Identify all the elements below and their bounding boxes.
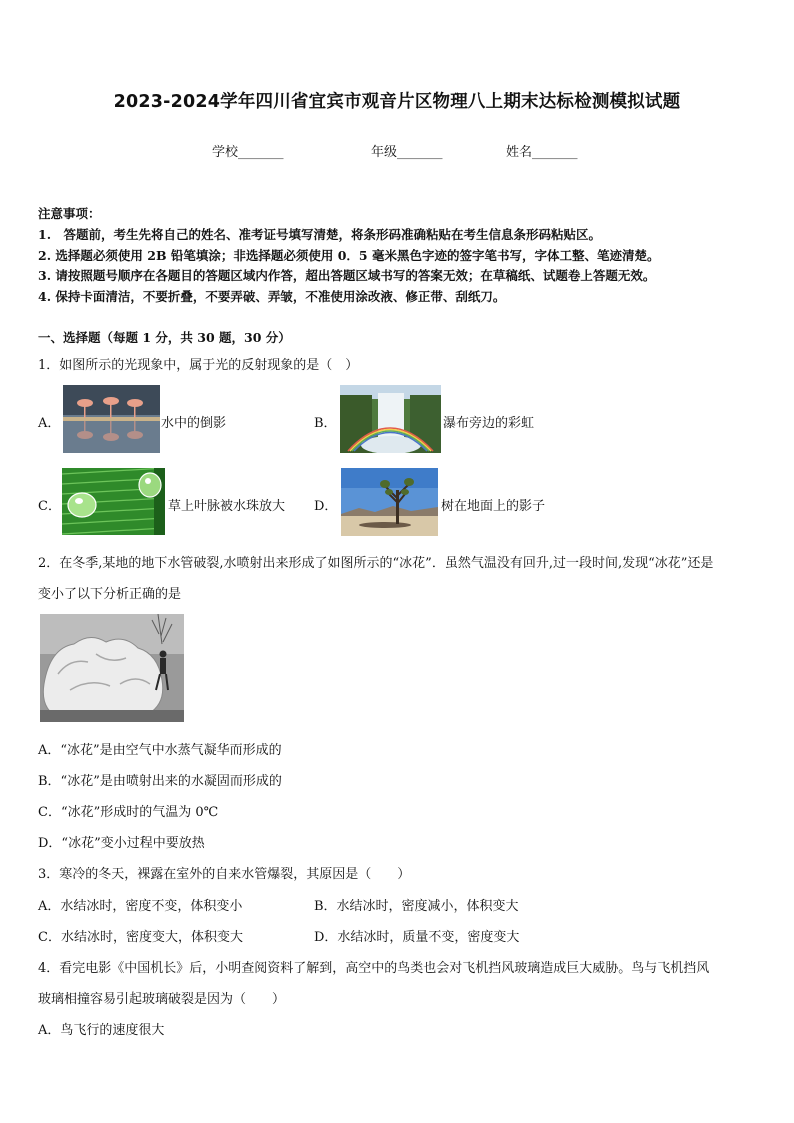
school-field: 学校_______	[212, 145, 284, 160]
notice-item-2: 2. 选择题必须使用 2B 铅笔填涂；非选择题必须使用 0．5 毫米黑色字迹的签字笔书写，字体工整、笔迹清楚。	[38, 248, 660, 263]
q3-option-c: C．水结冰时，密度变大，体积变大	[38, 930, 243, 945]
notice-item-4: 4. 保持卡面清洁，不要折叠，不要弄破、弄皱，不准使用涂改液、修正带、刮纸刀。	[38, 289, 506, 304]
q3-option-b: B．水结冰时，密度减小，体积变大	[314, 899, 519, 914]
tree-shadow-image	[341, 468, 438, 536]
waterfall-rainbow-image	[340, 385, 441, 453]
grade-field: 年级_______	[371, 145, 443, 160]
q2-stem-line1: 2．在冬季,某地的地下水管破裂,水喷射出来形成了如图所示的“冰花”．虽然气温没有回升,过一段时间,发现“冰花”还是	[38, 556, 714, 571]
q1-option-b-text: 瀑布旁边的彩虹	[443, 416, 535, 431]
name-field: 姓名_______	[506, 145, 578, 160]
q2-option-d: D．“冰花”变小过程中要放热	[38, 836, 205, 851]
flamingo-reflection-image	[63, 385, 160, 453]
leaf-waterdrop-image	[62, 468, 165, 535]
q3-option-a: A．水结冰时，密度不变，体积变小	[38, 899, 243, 914]
section-heading: 一、选择题（每题 1 分，共 30 题，30 分）	[38, 330, 291, 345]
q3-stem: 3．寒冷的冬天，裸露在室外的自来水管爆裂，其原因是（ ）	[38, 867, 411, 882]
q3-option-d: D．水结冰时，质量不变，密度变大	[314, 930, 520, 945]
q4-stem-line1: 4．看完电影《中国机长》后，小明查阅资料了解到，高空中的鸟类也会对飞机挡风玻璃造成巨大威胁。鸟与飞机挡风	[38, 961, 710, 976]
q1-stem: 1．如图所示的光现象中，属于光的反射现象的是（ ）	[38, 358, 359, 373]
q1-option-a-label: A．	[38, 416, 61, 431]
q2-option-c: C．“冰花”形成时的气温为 0℃	[38, 805, 219, 820]
q4-stem-line2: 玻璃相撞容易引起玻璃破裂是因为（ ）	[38, 992, 286, 1007]
q2-option-b: B．“冰花”是由喷射出来的水凝固而形成的	[38, 774, 282, 789]
q2-stem-line2: 变小了以下分析正确的是	[38, 587, 182, 602]
notice-item-1: 1. 答题前，考生先将自己的姓名、准考证号填写清楚，将条形码准确粘贴在考生信息条形码粘贴区。	[38, 227, 602, 242]
q1-option-d-text: 树在地面上的影子	[441, 499, 546, 514]
notice-item-3: 3. 请按照题号顺序在各题目的答题区域内作答，超出答题区域书写的答案无效；在草稿纸、试题卷上答题无效。	[38, 268, 656, 283]
q2-option-a: A．“冰花”是由空气中水蒸气凝华而形成的	[38, 743, 282, 758]
q4-option-a: A．鸟飞行的速度很大	[38, 1023, 165, 1038]
q1-option-c-text: 草上叶脉被水珠放大	[168, 499, 286, 514]
ice-flower-image	[40, 614, 184, 722]
page-title: 2023-2024学年四川省宜宾市观音片区物理八上期末达标检测模拟试题	[113, 92, 681, 112]
q1-option-d-label: D．	[314, 499, 338, 514]
q1-option-b-label: B．	[314, 416, 337, 431]
q1-option-a-text: 水中的倒影	[161, 416, 227, 431]
q1-option-c-label: C．	[38, 499, 61, 514]
notice-heading: 注意事项：	[38, 206, 101, 221]
